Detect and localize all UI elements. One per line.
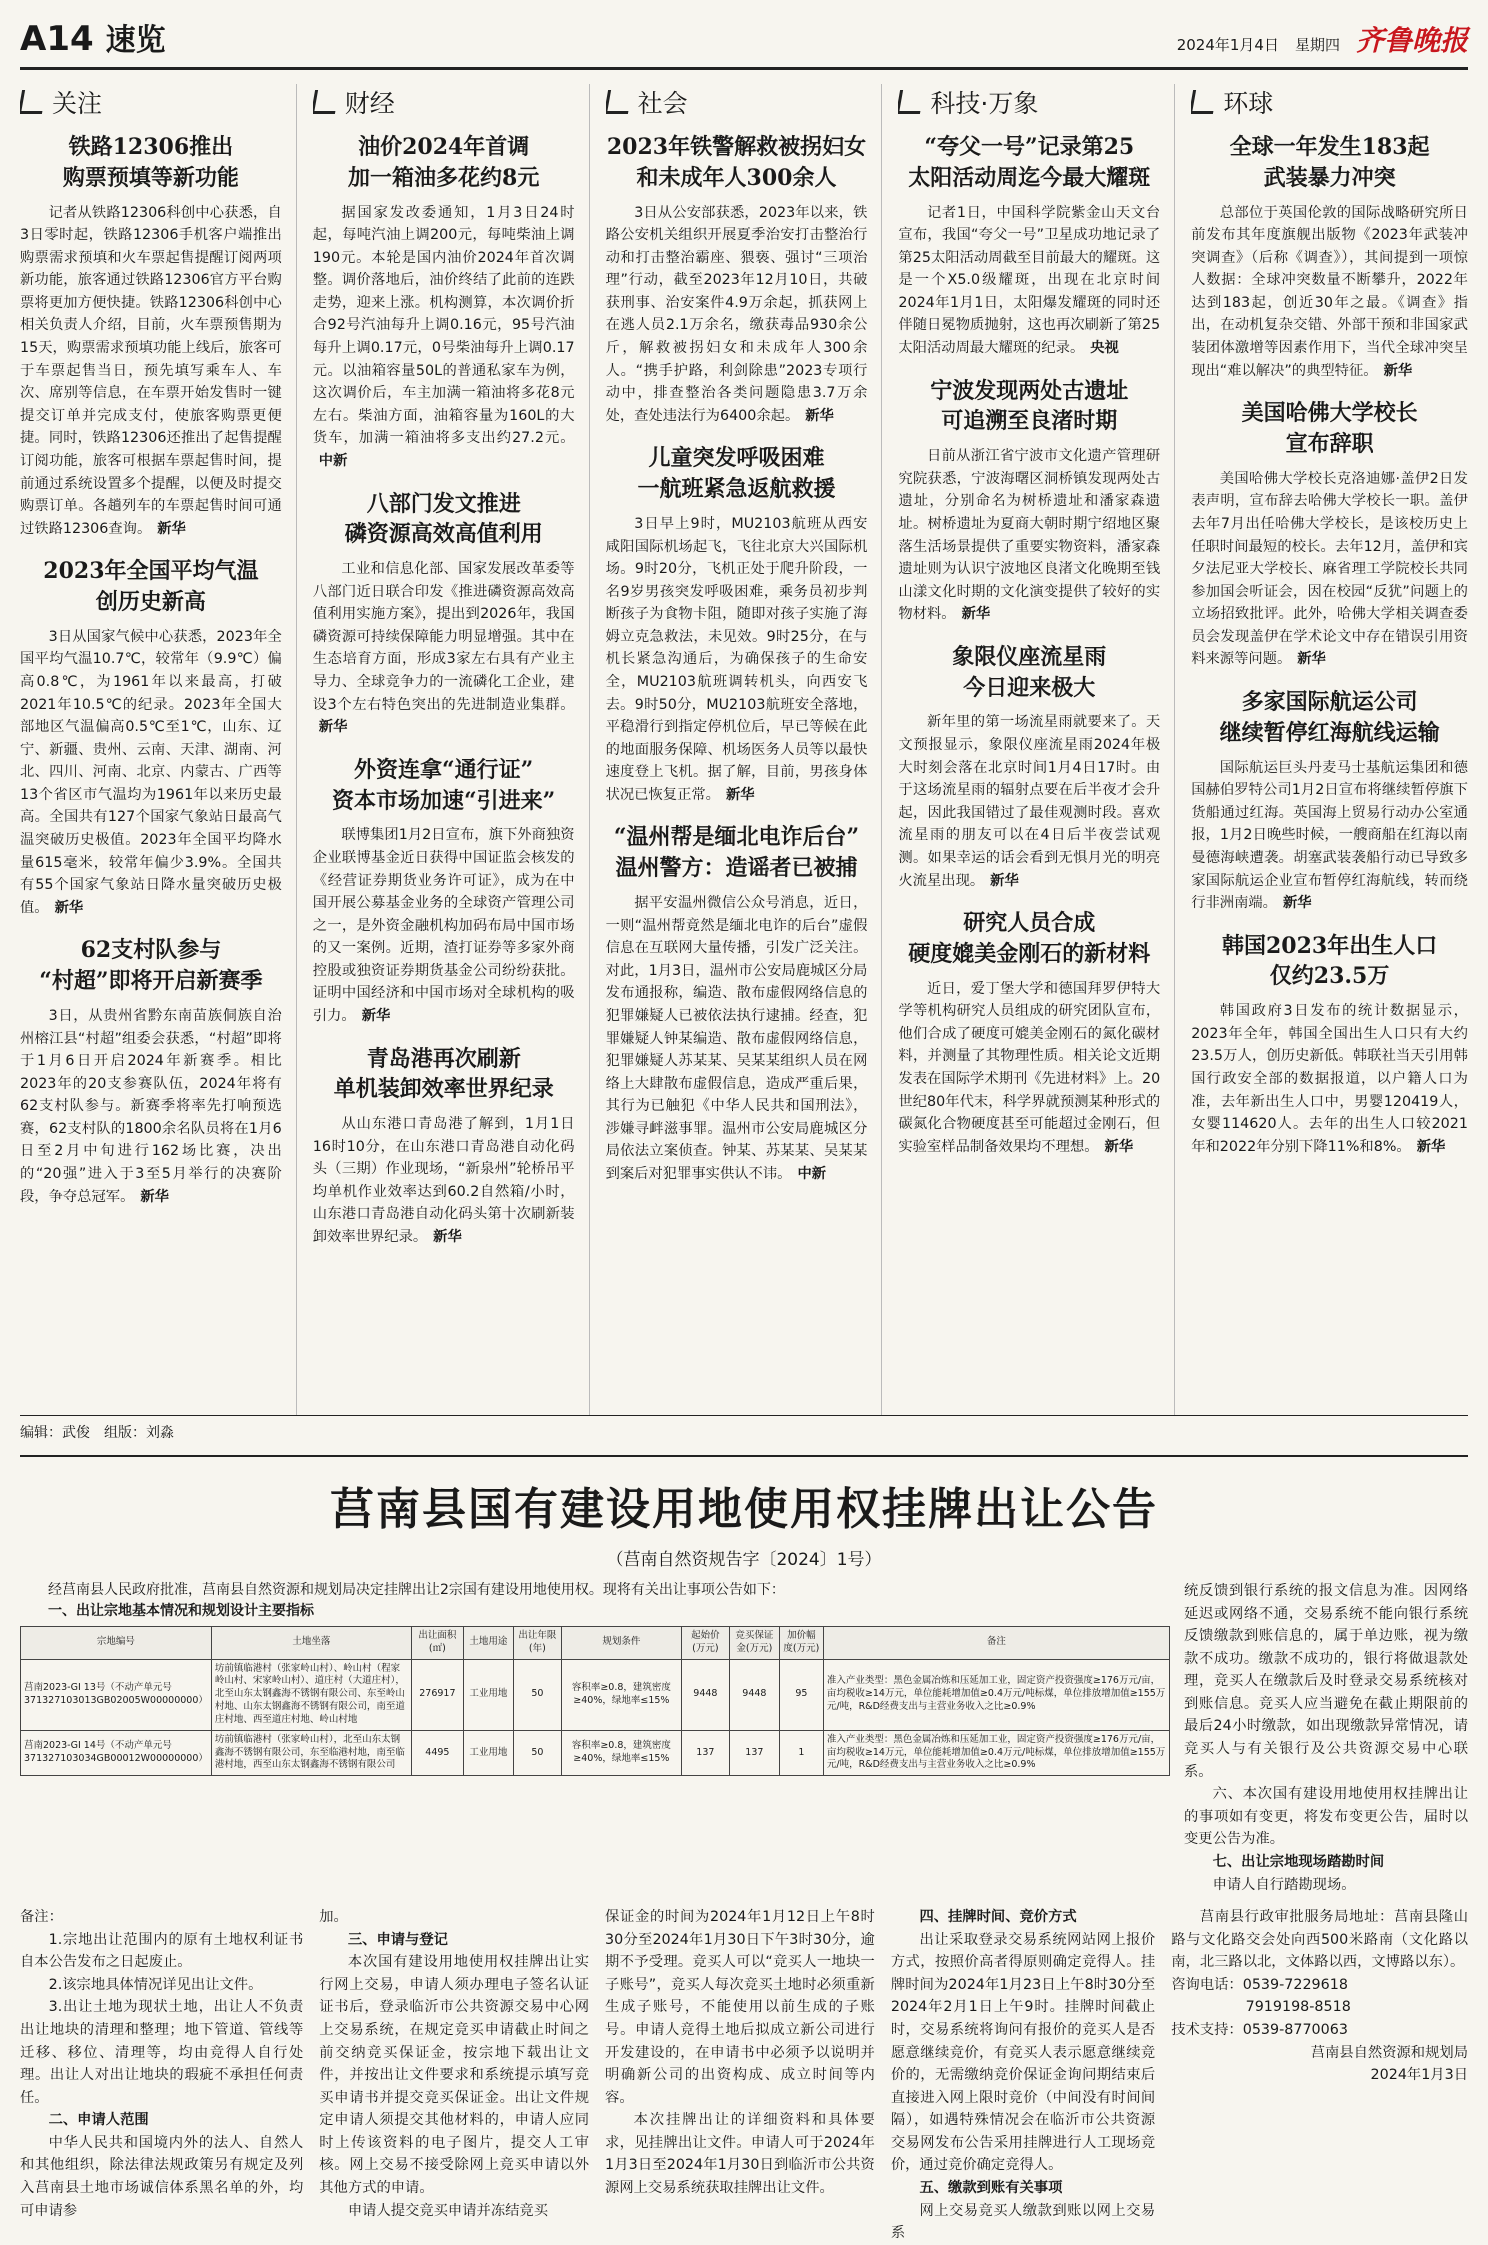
table-header-cell: 宗地编号 (21, 1627, 212, 1660)
table-cell: 137 (729, 1730, 779, 1775)
news-article (898, 908, 1160, 1158)
headline-line: 和未成年人300余人 (636, 164, 837, 191)
table-cell: 1 (779, 1730, 823, 1775)
article-text: 总部位于英国伦敦的国际战略研究所日前发布其年度旗舰出版物《2023年武装冲突调查》（后称《调查》），其间提到一项惊人数据：全球冲突数量不断攀升，2022年达到183起，创近30年之最。《调查》指出，在动机复杂交错、外部干预和非国家武装团体激增等因素作用下，当代全球冲突呈现出“难以解决”的典型特征。 (1191, 204, 1468, 379)
article-text: 据国家发改委通知，1月3日24时起，每吨汽油上调200元，每吨柴油上调190元。本轮是国内油价2024年首次调整。调价落地后，油价终结了此前的连跌走势，迎来上涨。机构测算，本次调价折合92号汽油每升上调0.16元，95号汽油每升上调0.17元，0号柴油每升上调0.17元。以油箱容量50L的普通私家车为例，这次调价后，车主加满一箱油将多花8元左右。柴油方面，油箱容量为160L的大货车，加满一箱油将多支出约27.2元。 (312, 204, 575, 447)
article-source: 新华 (433, 1229, 462, 1246)
notice-section-3-body: 本次国有建设用地使用权挂牌出让实行网上交易，申请人须办理电子签名认证证书后，登录临沂市公共资源交易中心网上交易系统，在规定竞买申请截止时间之前交纳竞买保证金，按宗地下载出让文件，并按出让文件要求和系统提示填写竞买申请书并提交竞买保证金。出让文件规定申请人须提交其他材料的，申请人应同时上传该资料的电子图片，提交人工审核。网上交易不接受除网上竞买申请以外其他方式的申请。 (319, 1954, 590, 2197)
headline-line: 仅约23.5万 (1269, 963, 1390, 990)
article-text: 国际航运巨头丹麦马士基航运集团和德国赫伯罗特公司1月2日宣布将继续暂停旗下货船通过红海。英国海上贸易行动办公室通报，1月2日晚些时候，一艘商船在红海以南曼德海峡遭袭。胡塞武装袭船行动已导致多家国际航运企业宣布暂停红海航线，转而绕行非洲南端。 (1191, 759, 1468, 912)
article-body (898, 445, 1160, 626)
article-text: 联博集团1月2日宣布，旗下外商独资企业联博基金近日获得中国证监会核发的《经营证券期货业务许可证》，成为在中国开展公募基金业务的全球资产管理公司之一，是外资金融机构加码布局中国市场的又一案例。近期，渣打证券等多家外商控股或独资证券期货基金公司纷纷获批。证明中国经济和中国市场对全球机构的吸引力。 (312, 827, 575, 1024)
news-article (606, 132, 868, 427)
article-text: 3日从公安部获悉，2023年以来，铁路公安机关组织开展夏季治安打击整治行动和打击整治霸座、猥亵、强讨“三项治理”行动，截至2023年12月10日，共破获刑事、治安案件4.9万余起，抓获网上在逃人员2.1万余名，缴获毒品930余公斤，解救被拐妇女和未成年人300余人。“携手护路，利剑除患”2023专项行动中，排查整治各类问题隐患3.7万余处，查处违法行为6400余起。 (605, 204, 868, 424)
headline-line: 硬度媲美金刚石的新材料 (908, 940, 1151, 967)
headline-line: 全球一年发生183起 (1229, 134, 1430, 160)
article-headline (606, 822, 868, 884)
news-article (1191, 931, 1468, 1159)
headline-line: 象限仪座流星雨 (952, 643, 1107, 670)
article-headline (898, 132, 1160, 194)
remark-item: 3.出让土地为现状土地，出让人不负责出让地块的清理和整理；地下管道、管线等迁移、移位、清理等，均由竞得人自行处理。出让人对出让地块的瑕疵不承担任何责任。 (20, 1999, 304, 2106)
corner-arrow-icon (1191, 90, 1217, 114)
article-body (1191, 757, 1468, 915)
article-source: 新华 (54, 899, 84, 916)
corner-arrow-icon (313, 90, 339, 114)
news-article (20, 132, 282, 540)
news-article (20, 556, 282, 919)
notice-right-text: 统反馈到银行系统的报文信息为准。因网络延迟或网络不通，交易系统不能向银行系统反馈缴款到账信息的，属于单边账，视为缴款不成功。缴款不成功的，银行将做退款处理，竞买人在缴款后及时登录交易系统核对到账信息。竞买人应当避免在截止期限前的最后24小时缴款，如出现缴款异常情况，请竞买人与有关银行及公共资源交易中心联系。 (1184, 1583, 1468, 1780)
article-body (606, 892, 868, 1186)
table-header-cell: 竞买保证金(万元) (729, 1627, 779, 1660)
table-cell: 容积率≥0.8，建筑密度≥40%，绿地率≤15% (561, 1659, 681, 1730)
headline-line: “夸父一号”记录第25 (924, 134, 1135, 160)
article-text: 3日从国家气候中心获悉，2023年全国平均气温10.7℃，较常年（9.9℃）偏高0.8℃，为1961年以来最高，打破2021年10.5℃的纪录。2023年全国大部地区气温偏高0.5℃至1℃，山东、辽宁、新疆、贵州、云南、天津、湖南、河北、四川、河南、北京、内蒙古、广西等13个省区市气温均为1961年以来历史最高。全国共有127个国家气象站日最高气温突破历史极值。2023年全国平均降水量615毫米，较常年偏少3.9%。全国共有55个国家气象站日降水量突破历史极值。 (20, 628, 282, 916)
notice-col-2 (319, 1906, 589, 2245)
notice-col-1 (20, 1906, 303, 2245)
news-article (1191, 398, 1468, 671)
headline-line: 温州警方：造谣者已被捕 (615, 855, 858, 882)
table-cell: 276917 (411, 1659, 463, 1730)
headline-line: 继续暂停红海航线运输 (1219, 719, 1440, 746)
land-table (20, 1626, 1170, 1776)
column-header (313, 84, 575, 120)
notice-intro: 经莒南县人民政府批准，莒南县自然资源和规划局决定挂牌出让2宗国有建设用地使用权。现将有关出让事项公告如下： (48, 1582, 785, 1598)
column-label: 关注 (52, 89, 103, 118)
page-header (20, 0, 1468, 70)
headline-line: 多家国际航运公司 (1241, 689, 1418, 716)
table-header-cell: 土地用途 (463, 1627, 513, 1660)
article-body (20, 202, 282, 541)
article-body (313, 558, 575, 739)
corner-arrow-icon (606, 90, 632, 114)
article-headline (313, 1044, 575, 1106)
column-header (1191, 84, 1468, 120)
table-cell: 莒南2023-GI 14号（不动产单元号371327103034GB00012W00000000） (21, 1730, 212, 1775)
notice-title: 莒南县国有建设用地使用权挂牌出让公告 (330, 1484, 1158, 1535)
news-columns (20, 70, 1468, 1415)
article-text: 韩国政府3日发布的统计数据显示，2023年全年，韩国全国出生人口只有大约23.5万人，创历史新低。韩联社当天引用韩国行政安全部的数据报道，以户籍人口为准，去年新出生人口中，男婴120419人，女婴114620人。去年的出生人口较2021年和2022年分别下降11%和8%。 (1191, 1003, 1468, 1155)
news-article (1191, 132, 1468, 382)
news-article (313, 1044, 575, 1249)
article-source: 新华 (1297, 651, 1326, 668)
headline-line: 单机装卸效率世界纪录 (333, 1076, 554, 1103)
column-label: 社会 (637, 89, 688, 118)
column-label: 财经 (344, 89, 395, 118)
article-headline (898, 642, 1160, 704)
article-text: 据平安温州微信公众号消息，近日，一则“温州帮竟然是缅北电诈的后台”虚假信息在互联网大量传播，引发广泛关注。对此，1月3日，温州市公安局鹿城区分局发布通报称，编造、散布虚假网络信息的犯罪嫌疑人已被依法执行逮捕。经查，犯罪嫌疑人钟某编造、散布虚假网络信息，犯罪嫌疑人苏某某、吴某某组织人员在网络上大肆散布虚假信息，造成严重后果，其行为已触犯《中华人民共和国刑法》，涉嫌寻衅滋事罪。温州市公安局鹿城区分局依法立案侦查。钟某、苏某某、吴某某到案后对犯罪事实供认不讳。 (605, 895, 868, 1183)
article-body (313, 1113, 575, 1248)
article-body (313, 202, 575, 473)
notice-section-3: 三、申请与登记 (347, 1931, 448, 1948)
table-row (21, 1659, 1170, 1730)
article-headline (1191, 132, 1468, 194)
article-headline (20, 935, 282, 997)
table-header-cell: 起始价(万元) (681, 1627, 729, 1660)
table-row (21, 1730, 1170, 1775)
article-body (606, 513, 868, 807)
headline-line: “温州帮是缅北电诈后台” (613, 824, 860, 851)
news-article (20, 935, 282, 1208)
article-body (898, 978, 1160, 1159)
column-header (606, 84, 868, 120)
table-cell: 4495 (411, 1730, 463, 1775)
article-headline (313, 755, 575, 817)
table-header-cell: 土地坐落 (211, 1627, 411, 1660)
issue-date: 2024年1月4日 (1176, 36, 1279, 54)
headline-line: 一航班紧急返航救援 (637, 476, 836, 503)
article-text: 日前从浙江省宁波市文化遗产管理研究院获悉，宁波海曙区洞桥镇发现两处古遗址，分别命名为树桥遗址和潘家森遗址。树桥遗址为夏商大朝时期宁绍地区聚落生活场景提供了重要实物资料，潘家森遗址则为认识宁波地区良渚文化晚期至钱山漾文化时期的文化演变提供了较好的实物材料。 (898, 448, 1161, 623)
remark-item: 1.宗地出让范围内的原有土地权利证书自本公告发布之日起废止。 (20, 1931, 304, 1971)
news-column (898, 84, 1175, 1415)
article-body (1191, 202, 1468, 383)
headline-line: “村超”即将开启新赛季 (39, 968, 263, 995)
article-text: 工业和信息化部、国家发展改革委等八部门近日联合印发《推进磷资源高效高值利用实施方案》，提出到2026年，我国磷资源可持续保障能力明显增强。其中在生态培育方面，形成3家左右具有产业主导力、全球竞争力的一流磷化工企业，建设3个左右特色突出的先进制造业集群。 (312, 561, 575, 713)
headline-line: 美国哈佛大学校长 (1241, 400, 1418, 427)
notice-section-2-body: 中华人民共和国境内外的法人、自然人和其他组织，除法律法规政策另有规定及列入莒南县土地市场诚信体系黑名单的外，均可申请参 (20, 2134, 304, 2219)
table-header-cell: 出让面积(㎡) (411, 1627, 463, 1660)
headline-line: 购票预填等新功能 (62, 164, 239, 191)
article-headline (1191, 931, 1468, 993)
headline-line: 加一箱油多花约8元 (348, 164, 540, 191)
news-article (898, 642, 1160, 892)
column-header (898, 84, 1160, 120)
news-column (313, 84, 590, 1415)
notice-section-4: 四、挂牌时间、竞价方式 (919, 1909, 1077, 1926)
article-headline (313, 489, 575, 551)
table-header-cell: 规划条件 (561, 1627, 681, 1660)
notice-section-3-body-b: 申请人提交竞买申请并冻结竞买 (347, 2202, 549, 2219)
table-cell: 容积率≥0.8，建筑密度≥40%，绿地率≤15% (561, 1730, 681, 1775)
land-notice (20, 1455, 1468, 2245)
notice-section-7: 七、出让宗地现场踏勘时间 (1212, 1853, 1385, 1870)
notice-section-5-body: 网上交易竞买人缴款到账以网上交易系 (890, 2202, 1156, 2242)
page-number: A14 (20, 19, 94, 59)
table-cell: 莒南2023-GI 13号（不动产单元号371327103013GB02005W00000000） (21, 1659, 212, 1730)
headline-line: 外资连拿“通行证” (354, 756, 534, 783)
column-header (20, 84, 282, 120)
notice-section-7-body: 申请人自行踏勘现场。 (1212, 1876, 1356, 1893)
notice-section-5: 五、缴款到账有关事项 (919, 2180, 1063, 2197)
news-column (606, 84, 883, 1415)
article-body (1191, 468, 1468, 671)
headline-line: 62支村队参与 (80, 937, 222, 964)
issuer-org: 莒南县自然资源和规划局 (1310, 2044, 1468, 2061)
table-cell: 50 (513, 1659, 561, 1730)
headline-line: 韩国2023年出生人口 (1221, 932, 1438, 959)
table-cell: 坊前镇临港村（张家岭山村），北至山东太钢鑫海不锈钢有限公司，东至临港村地，南至临港村地，西至山东太钢鑫海不锈钢有限公司 (211, 1730, 411, 1775)
contact-phone: 咨询电话：0539-7229618 (1171, 1976, 1348, 1993)
article-headline (313, 132, 575, 194)
headline-line: 磷资源高效高值利用 (344, 521, 543, 548)
article-headline (1191, 398, 1468, 460)
article-body (313, 824, 575, 1027)
article-headline (606, 443, 868, 505)
article-source: 新华 (725, 786, 755, 803)
article-text: 记者1日，中国科学院紫金山天文台宣布，我国“夸父一号”卫星成功地记录了第25太阳活动周截至目前最大的耀斑。这是一个X5.0级耀斑，出现在北京时间2024年1月1日，太阳爆发耀斑的同时还伴随日冕物质抛射，这也再次刷新了第25太阳活动周最大耀斑的纪录。 (898, 204, 1161, 357)
article-source: 新华 (805, 407, 834, 424)
tech-support: 技术支持：0539-8770063 (1171, 2021, 1348, 2038)
news-column (1191, 84, 1468, 1415)
headline-line: 八部门发文推进 (366, 490, 521, 517)
article-body (1191, 1000, 1468, 1158)
article-text: 美国哈佛大学校长克洛迪娜·盖伊2日发表声明，宣布辞去哈佛大学校长一职。盖伊去年7月出任哈佛大学校长，是该校历史上任职时间最短的校长。去年12月，盖伊和宾夕法尼亚大学校长、麻省理工学院校长共同参加国会听证会，因在校园“反犹”问题上的立场招致批评。此外，哈佛大学相关调查委员会发现盖伊在学术论文中存在错误引用资料来源等问题。 (1191, 470, 1468, 668)
headline-line: 青岛港再次刷新 (366, 1045, 521, 1072)
headline-line: 研究人员合成 (963, 910, 1096, 937)
article-text: 新年里的第一场流星雨就要来了。天文预报显示，象限仪座流星雨2024年极大时刻会落在北京时间1月4日17时。由于这场流星雨的辐射点要在后半夜才会升起，因此我国错过了最佳观测时段。喜欢流星雨的朋友可以在4日后半夜尝试观测。如果幸运的话会看到无惧月光的明亮火流星出现。 (898, 714, 1161, 889)
table-cell: 工业用地 (463, 1659, 513, 1730)
headline-line: 儿童突发呼吸困难 (648, 445, 825, 472)
article-headline (1191, 687, 1468, 749)
table-cell: 工业用地 (463, 1730, 513, 1775)
news-article (606, 822, 868, 1185)
article-source: 新华 (318, 719, 348, 736)
article-body (20, 626, 282, 920)
notice-col-3-body: 保证金的时间为2024年1月12日上午8时30分至2024年1月30日下午3时30分，逾期不予受理。竞买人可以“竞买人一地块一子账号”，竞买人每次竞买土地时必须重新生成子账号，不能使用以前生成的子账号。申请人竞得土地后拟成立新公司进行开发建设的，在申请书中必须予以说明并明确新公司的出资构成、成立时间等内容。 (605, 1909, 875, 2106)
table-cell: 准入产业类型：黑色金属冶炼和压延加工业，固定资产投资强度≥176万元/亩，亩均税收≥14万元，单位能耗增加值≥0.4万元/吨标煤，单位排放增加值≥155万元/吨，R&D经费支出与主营业务收入之比≥0.9% (823, 1659, 1169, 1730)
table-cell: 137 (681, 1730, 729, 1775)
headline-line: 可追溯至良渚时期 (941, 408, 1118, 435)
headline-line: 创历史新高 (95, 589, 206, 616)
table-cell: 坊前镇临港村（张家岭山村）、岭山村（程家岭山村、宋家岭山村）、道庄村（大道庄村），北至山东太钢鑫海不锈钢有限公司、东至岭山村地、山东太钢鑫海不锈钢有限公司，南至道庄村地、西至道庄村地、岭山村地 (211, 1659, 411, 1730)
notice-section-1: 一、出让宗地基本情况和规划设计主要指标 (48, 1603, 314, 1619)
article-source: 新华 (1383, 362, 1413, 379)
headline-line: 铁路12306推出 (68, 134, 234, 160)
headline-line: 宁波发现两处古遗址 (930, 377, 1129, 404)
headline-line: 2023年铁警解救被拐妇女 (606, 134, 867, 160)
column-label: 环球 (1223, 89, 1274, 118)
section-title: 速览 (105, 23, 166, 58)
notice-col-3 (605, 1906, 875, 2245)
headline-line: 太阳活动周迄今最大耀斑 (908, 164, 1151, 191)
article-source: 新华 (1416, 1138, 1446, 1155)
brand-logo: 齐鲁晚报 (1355, 24, 1468, 57)
table-cell: 9448 (729, 1659, 779, 1730)
article-source: 新华 (1104, 1138, 1134, 1155)
notice-col-3-body-2: 本次挂牌出让的详细资料和具体要求，见挂牌出让文件。申请人可于2024年1月3日至2024年1月30日到临沂市公共资源网上交易系统获取挂牌出让文件。 (605, 2112, 875, 2197)
article-headline (898, 376, 1160, 438)
article-text: 近日，爱丁堡大学和德国拜罗伊特大学等机构研究人员组成的研究团队宣布，他们合成了硬度可媲美金刚石的氮化碳材料，并测量了其物理性质。相关论文近期发表在国际学术期刊《先进材料》上。20世纪80年代末，科学界就预测某种形式的碳氮化合物硬度甚至可能超过金刚石，但实验室样品制备效果均不理想。 (898, 980, 1161, 1155)
corner-arrow-icon (898, 90, 924, 114)
article-source: 中新 (797, 1166, 827, 1183)
remarks-label: 备注： (20, 1909, 63, 1926)
notice-section-6: 六、本次国有建设用地使用权挂牌出让的事项如有变更，将发布变更公告，届时以变更公告为准。 (1184, 1786, 1468, 1848)
remark-item: 2.该宗地具体情况详见出让文件。 (48, 1976, 263, 1993)
notice-subtitle: （莒南自然资规告字〔2024〕1号） (606, 1550, 882, 1570)
news-article (1191, 687, 1468, 915)
article-source: 中新 (318, 452, 348, 469)
news-article (898, 376, 1160, 626)
table-header-cell: 加价幅度(万元) (779, 1627, 823, 1660)
article-source: 新华 (361, 1007, 391, 1024)
notice-section-2: 二、申请人范围 (48, 2112, 149, 2129)
article-source: 新华 (157, 520, 186, 537)
headline-line: 2023年全国平均气温 (43, 558, 259, 585)
news-column (20, 84, 297, 1415)
article-body (898, 202, 1160, 360)
news-article (606, 443, 868, 806)
notice-col-2-cont: 加。 (319, 1909, 348, 1926)
table-cell: 准入产业类型：黑色金属冶炼和压延加工业，固定资产投资强度≥176万元/亩，亩均税收≥14万元，单位能耗增加值≥0.4万元/吨标煤，单位排放增加值≥155万元/吨，R&D经费支出与主营业务收入之比≥0.9% (823, 1730, 1169, 1775)
news-article (313, 755, 575, 1028)
notice-col-5 (1171, 1906, 1468, 2245)
headline-line: 武装暴力冲突 (1263, 164, 1396, 191)
notice-col-4 (891, 1906, 1155, 2245)
article-source: 央视 (1090, 340, 1119, 357)
article-text: 从山东港口青岛港了解到，1月1日16时10分，在山东港口青岛港自动化码头（三期）作业现场，“新泉州”轮桥吊平均单机作业效率达到60.2自然箱/小时，山东港口青岛港自动化码头第十次刷新装卸效率世界纪录。 (312, 1116, 575, 1246)
editor-credit: 编辑：武俊 组版：刘淼 (20, 1415, 1468, 1455)
article-body (20, 1005, 282, 1208)
article-body (898, 711, 1160, 892)
article-headline (20, 556, 282, 618)
headline-line: 今日迎来极大 (963, 674, 1096, 701)
column-label: 科技·万象 (930, 89, 1039, 118)
table-header-cell: 出让年限(年) (513, 1627, 561, 1660)
article-text: 记者从铁路12306科创中心获悉，自3日零时起，铁路12306手机客户端推出购票需求预填和火车票起售提醒订阅两项新功能，旅客通过铁路12306官方平台购票将更加方便快捷。铁路12306科创中心相关负责人介绍，目前，火车票预售期为15天，购票需求预填功能上线后，旅客可于车票起售当日，预先填写乘车人、车次、席别等信息，在车票开始发售时一键提交订单并完成支付，使旅客购票更便捷。同时，铁路12306还推出了起售提醒订阅功能，旅客可根据车票起售时间，提前通过系统设置多个提醒，以便及时提交购票订单。各趟列车的车票起售时间可通过铁路12306查询。 (20, 204, 282, 537)
article-source: 新华 (990, 872, 1019, 889)
issue-date-notice: 2024年1月3日 (1370, 2067, 1468, 2084)
article-text: 3日早上9时，MU2103航班从西安咸阳国际机场起飞，飞往北京大兴国际机场。9时20分，飞机正处于爬升阶段，一名9岁男孩突发呼吸困难，乘务员初步判断孩子为食物卡阻，随即对孩子实施了海姆立克急救法，未见效。9时25分，在与机长紧急沟通后，为确保孩子的生命安全，MU2103航班调转机头，向西安飞去。9时50分，MU2103航班安全落地，平稳滑行到指定停机位后，早已等候在此的地面服务保障、机场医务人员等以最快速度登上飞机。据了解，目前，男孩身体状况已恢复正常。 (605, 515, 868, 803)
table-cell: 9448 (681, 1659, 729, 1730)
news-article (313, 132, 575, 473)
contact-phone-2: 7919198-8518 (1245, 1999, 1351, 2016)
article-headline (898, 908, 1160, 970)
table-cell: 50 (513, 1730, 561, 1775)
article-headline (606, 132, 868, 194)
article-body (606, 202, 868, 428)
article-headline (20, 132, 282, 194)
notice-right-column (1184, 1580, 1468, 1896)
article-text: 3日，从贵州省黔东南苗族侗族自治州榕江县“村超”组委会获悉，“村超”即将于1月6日开启2024年新赛季。相比2023年的20支参赛队伍，2024年将有62支村队参与。新赛季将率先打响预选赛，62支村队的1800余名队员将在1月6日至2月中旬进行162场比赛，决出的“20强”进入于3至5月举行的决赛阶段，争夺总冠军。 (20, 1007, 282, 1205)
table-cell: 95 (779, 1659, 823, 1730)
headline-line: 油价2024年首调 (358, 134, 530, 160)
corner-arrow-icon (20, 90, 46, 114)
notice-section-4-body: 出让采取登录交易系统网站网上报价方式，按照价高者得原则确定竞得人。挂牌时间为2024年1月23日上午8时30分至2024年2月1日上午9时。挂牌时间截止时，交易系统将询问有报价的竞买人是否愿意继续竞价，有竞买人表示愿意继续竞价的，无需缴纳竞价保证金询问期结束后直接进入网上限时竞价（中间没有时间间隔），如遇特殊情况会在临沂市公共资源交易网发布公告采用挂牌进行人工现场竞价，通过竞价确定竞得人。 (890, 1931, 1156, 2174)
news-article (313, 489, 575, 739)
article-source: 新华 (1282, 895, 1312, 912)
headline-line: 宣布辞职 (1285, 431, 1374, 458)
news-article (898, 132, 1160, 360)
article-source: 新华 (140, 1188, 169, 1205)
article-source: 新华 (961, 606, 991, 623)
office-address: 莒南县行政审批服务局地址：莒南县隆山路与文化路交会处向西500米路南（文化路以南，北三路以北，文体路以西，文博路以东）。 (1171, 1909, 1468, 1971)
table-header-cell: 备注 (823, 1627, 1169, 1660)
headline-line: 资本市场加速“引进来” (332, 787, 556, 814)
issue-weekday: 星期四 (1294, 36, 1340, 54)
